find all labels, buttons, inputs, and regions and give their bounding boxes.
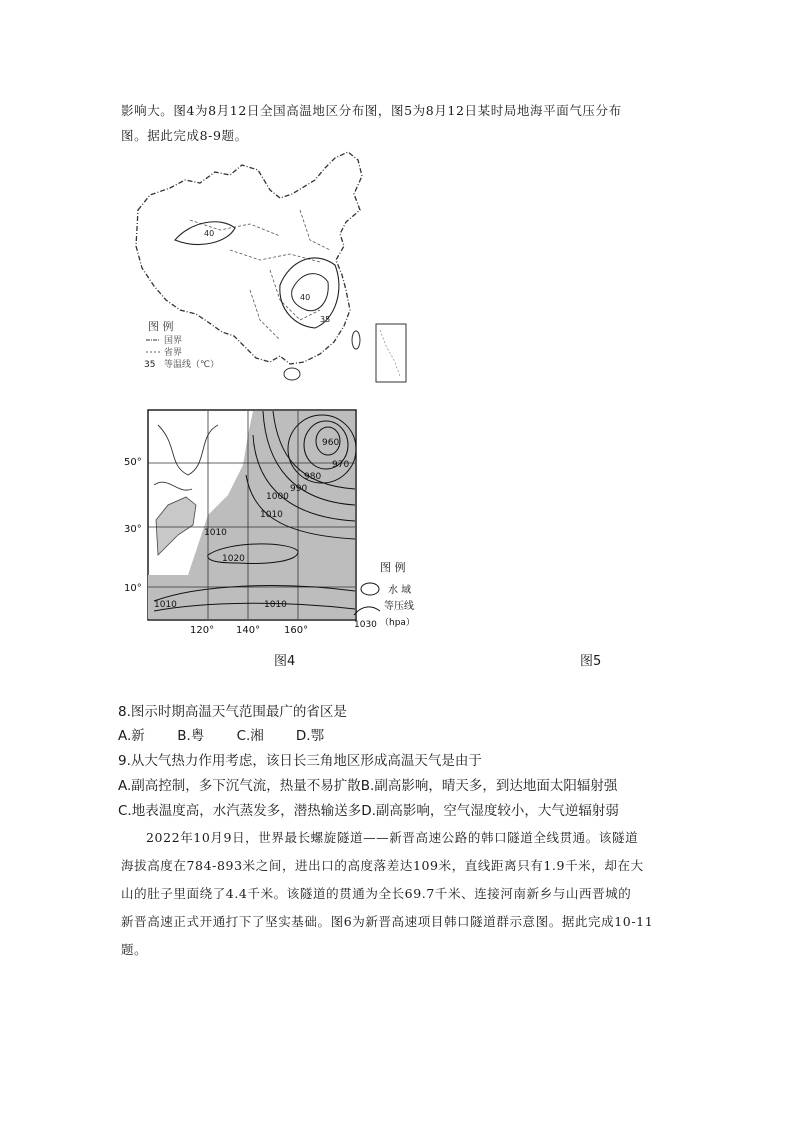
q8-option-a: A.新 xyxy=(118,728,145,744)
figure-4-map xyxy=(130,150,420,390)
isobar-label-1010-b: 1010 xyxy=(204,528,227,538)
q9-option-b: B.副高影响，晴天多，到达地面太阳辐射强 xyxy=(360,778,618,794)
fig5-legend-water: 水 域 xyxy=(388,585,412,596)
fig4-legend-title: 图 例 xyxy=(148,320,174,333)
isotherm-label-3: 35 xyxy=(320,315,331,324)
intro-line-1: 影响大。图4为8月12日全国高温地区分布图，图5为8月12日某时局地海平面气压分布 xyxy=(121,103,622,118)
fig5-caption: 图5 xyxy=(580,654,602,669)
isobar-label-1010-d: 1010 xyxy=(264,600,287,610)
fig5-legend-isobar: 等压线 xyxy=(384,601,414,612)
q8-option-c: C.湘 xyxy=(236,728,264,744)
isobar-label-1010-c: 1010 xyxy=(154,600,177,610)
fig5-legend-water-symbol xyxy=(361,583,379,595)
lat-label-30: 30° xyxy=(124,524,142,535)
isotherm-label-2: 40 xyxy=(300,293,311,302)
passage-line-2: 海拔高度在784-893米之间，进出口的高度落差达109米，直线距离只有1.9千米，却在大 xyxy=(121,858,644,873)
passage-line-4: 新晋高速正式开通打下了坚实基础。图6为新晋高速项目韩口隧道群示意图。据此完成10-11 xyxy=(121,914,654,929)
isobar-label-990: 990 xyxy=(290,484,308,494)
isobar-label-970: 970 xyxy=(332,460,350,470)
q8-stem: 8.图示时期高温天气范围最广的省区是 xyxy=(118,704,347,720)
q9-option-a: A.副高控制，多下沉气流，热量不易扩散 xyxy=(118,778,361,794)
figure-5-pressure-map xyxy=(118,405,448,637)
q9-options-ab xyxy=(118,774,617,794)
fig4-legend-isotherm: 等温线（℃） xyxy=(164,360,220,370)
lon-label-160: 160° xyxy=(284,625,309,636)
isobar-label-1000: 1000 xyxy=(266,492,289,502)
fig4-caption: 图4 xyxy=(274,654,296,669)
fig5-legend-unit: （hpa） xyxy=(380,618,415,628)
lon-label-140: 140° xyxy=(236,625,261,636)
q9-option-d: D.副高影响，空气湿度较小，大气逆辐射弱 xyxy=(361,803,619,819)
south-china-sea-inset xyxy=(376,324,406,382)
lon-label-120: 120° xyxy=(190,625,215,636)
isobar-label-980: 980 xyxy=(304,472,322,482)
q9-options-cd xyxy=(118,799,619,819)
isotherm-label-1: 40 xyxy=(204,229,215,238)
isobar-label-960: 960 xyxy=(322,438,340,448)
fig4-legend-national: 国界 xyxy=(164,336,183,346)
lat-label-10: 10° xyxy=(124,583,142,594)
isobar-label-1020: 1020 xyxy=(222,554,245,564)
fig4-legend-marker: 35 xyxy=(144,360,156,370)
lat-label-50: 50° xyxy=(124,457,142,468)
passage-line-1: 2022年10月9日，世界最长螺旋隧道——新晋高速公路的韩口隧道全线贯通。该隧道 xyxy=(146,830,639,845)
q8-option-d: D.鄂 xyxy=(295,728,325,744)
q8-option-b: B.粤 xyxy=(177,728,205,744)
passage-line-5: 题。 xyxy=(121,942,148,957)
isobar-label-1010-a: 1010 xyxy=(260,510,283,520)
q9-option-c: C.地表温度高，水汽蒸发多，潜热输送多 xyxy=(118,803,362,819)
intro-line-2: 图。据此完成8-9题。 xyxy=(121,128,248,143)
q9-stem: 9.从大气热力作用考虑，该日长三角地区形成高温天气是由于 xyxy=(118,753,482,769)
hainan-island xyxy=(284,368,300,380)
taiwan-island xyxy=(352,331,360,349)
passage-line-3: 山的肚子里面绕了4.4千米。该隧道的贯通为全长69.7千米、连接河南新乡与山西晋城的 xyxy=(121,886,632,901)
fig4-legend-province: 省界 xyxy=(164,348,183,358)
fig5-legend-isobar-value: 1030 xyxy=(354,620,377,630)
fig5-legend-title: 图 例 xyxy=(380,561,406,574)
q8-options xyxy=(118,724,351,744)
